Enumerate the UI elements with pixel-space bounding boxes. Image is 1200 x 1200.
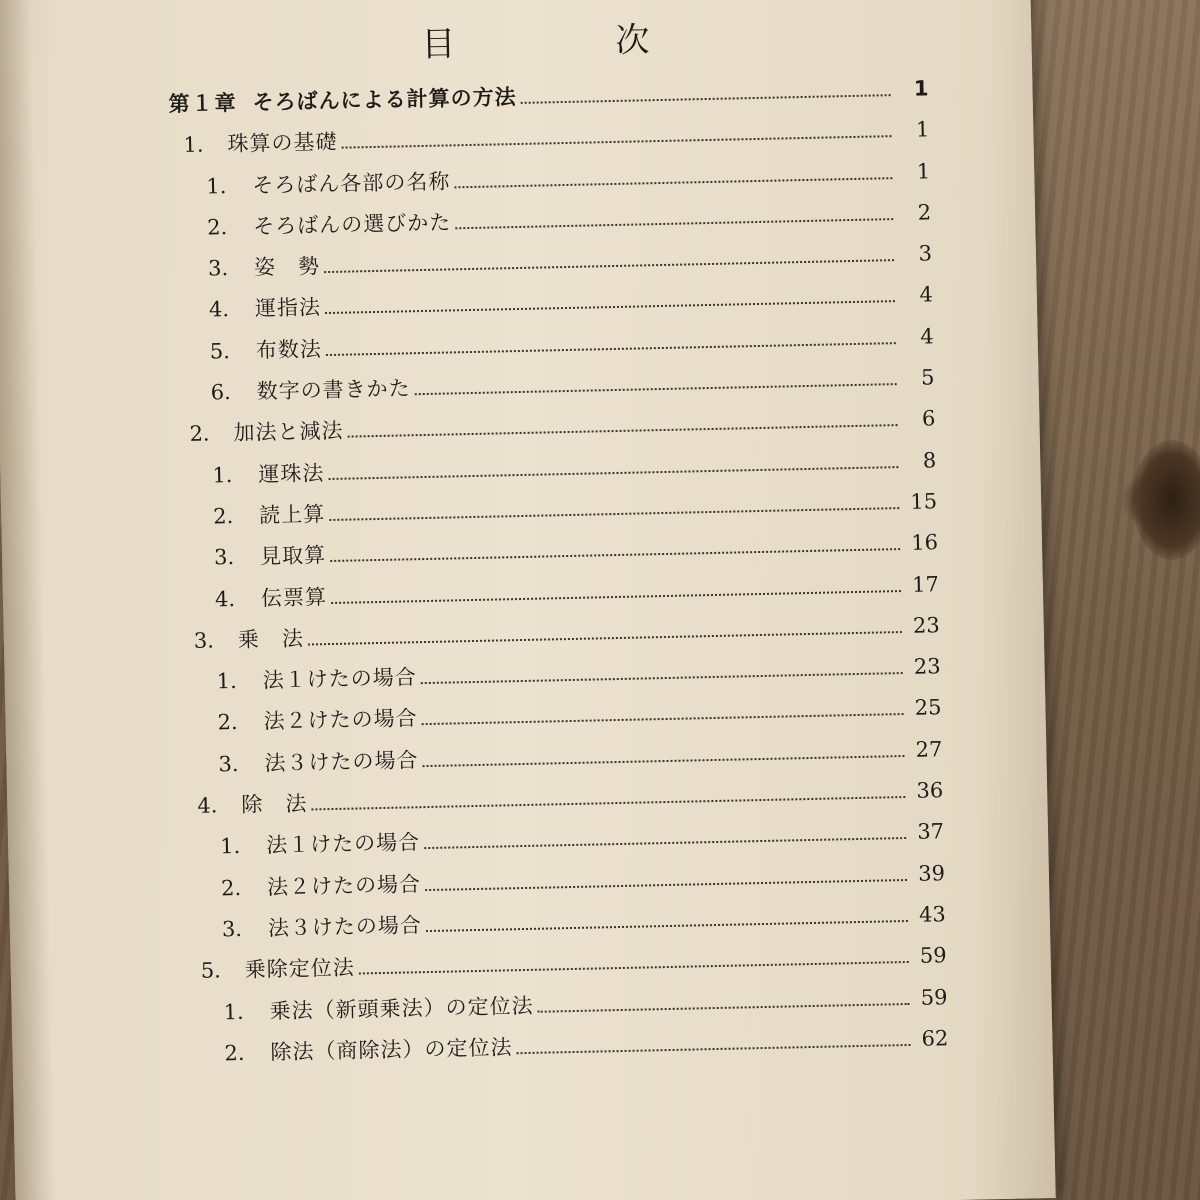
toc-entry-number: 2.: [189, 421, 210, 447]
toc-entry-page: 59: [920, 984, 948, 1010]
toc-entry-label: 法３けたの場合: [267, 913, 423, 941]
toc-entry-page: 1: [915, 117, 930, 142]
toc-entry-page: 2: [917, 200, 932, 225]
toc-entry-label: 法１けたの場合: [265, 830, 421, 858]
toc-leader-dots: [326, 342, 896, 356]
toc-leader-dots: [426, 920, 908, 932]
toc-leader-dots: [521, 94, 891, 104]
toc-entry-number: 2.: [206, 214, 228, 240]
toc-entry-number: 5.: [209, 338, 231, 364]
toc-entry-label: 珠算の基礎: [227, 130, 338, 157]
toc-entry-page: 37: [917, 819, 945, 845]
toc-entry-label: 布数法: [255, 336, 323, 363]
toc-entry-label: 法２けたの場合: [266, 871, 422, 900]
toc-entry-page: 23: [912, 613, 940, 638]
title-char-right: 次: [614, 20, 652, 61]
toc-leader-dots: [328, 466, 898, 480]
toc-entry-number: 3.: [213, 545, 235, 570]
toc-entry-page: 17: [911, 571, 940, 597]
table-of-contents: [168, 72, 949, 1079]
toc-entry-number: 4.: [208, 297, 230, 322]
toc-entry-number: 1.: [212, 462, 233, 488]
toc-entry-number: 6.: [210, 380, 231, 405]
toc-leader-dots: [422, 713, 904, 725]
toc-entry-label: 姿 勢: [253, 254, 321, 280]
toc-entry-number: 1.: [219, 834, 241, 859]
toc-entry-number: 第１章: [168, 90, 238, 117]
toc-leader-dots: [359, 961, 909, 975]
toc-entry-number: 1.: [223, 999, 244, 1024]
toc-entry-page: 3: [918, 241, 933, 266]
toc-entry-number: 1.: [183, 132, 204, 158]
toc-entry-label: 運珠法: [258, 460, 325, 487]
toc-leader-dots: [415, 383, 897, 395]
toc-entry-number: 4.: [214, 586, 236, 611]
toc-leader-dots: [311, 796, 905, 810]
toc-entry-number: 2.: [224, 1040, 245, 1066]
toc-entry-label: 加法と減法: [233, 419, 344, 446]
toc-entry-label: 数字の書きかた: [256, 376, 411, 404]
toc-leader-dots: [324, 259, 894, 273]
wood-knot: [1132, 440, 1200, 560]
toc-entry-number: 1.: [206, 173, 227, 199]
toc-leader-dots: [425, 879, 907, 891]
toc-entry-number: 3.: [193, 628, 215, 653]
toc-entry-label: 法１けたの場合: [262, 665, 417, 693]
toc-leader-dots: [329, 507, 899, 521]
toc-leader-dots: [424, 837, 906, 849]
toc-entry-number: 3.: [218, 751, 239, 777]
toc-entry-page: 15: [910, 489, 938, 514]
toc-leader-dots: [348, 424, 898, 438]
toc-entry-number: 2.: [213, 503, 234, 529]
toc-entry-number: 4.: [197, 793, 218, 818]
title-char-left: 目: [421, 24, 458, 65]
toc-entry-page: 62: [921, 1025, 949, 1051]
toc-entry-label: 乗除定位法: [244, 955, 356, 983]
toc-entry-page: 8: [922, 447, 937, 473]
toc-entry-page: 27: [915, 736, 943, 762]
toc-entry-label: 法３けたの場合: [264, 747, 419, 776]
toc-entry-page: 1: [916, 158, 931, 184]
toc-entry-label: 伝票算: [260, 584, 328, 611]
toc-entry-page: 36: [916, 778, 944, 803]
toc-entry-label: 見取算: [259, 543, 327, 569]
toc-entry-label: そろばんの選びかた: [252, 210, 452, 239]
toc-entry-number: 1.: [216, 669, 238, 694]
toc-entry-page: 5: [920, 365, 935, 390]
toc-entry-number: 3.: [221, 916, 243, 942]
toc-entry-page: 25: [914, 695, 942, 721]
toc-entry-number: 2.: [217, 710, 238, 735]
toc-leader-dots: [342, 135, 892, 149]
toc-leader-dots: [308, 631, 902, 645]
toc-leader-dots: [423, 755, 905, 767]
toc-entry-number: 2.: [220, 875, 242, 900]
toc-leader-dots: [455, 218, 893, 229]
toc-entry-label: 除法（商除法）の定位法: [270, 1035, 513, 1065]
page-title: [421, 12, 652, 66]
toc-leader-dots: [454, 177, 892, 188]
toc-entry-label: 読上算: [259, 502, 326, 528]
toc-leader-dots: [331, 590, 901, 604]
toc-leader-dots: [538, 1002, 910, 1012]
toc-entry-page: 43: [918, 902, 947, 927]
toc-entry-label: そろばん各部の名称: [252, 169, 451, 198]
toc-entry-label: 除 法: [241, 791, 308, 817]
toc-leader-dots: [517, 1044, 911, 1054]
spine-shadow: [0, 0, 56, 1200]
toc-entry-number: 3.: [207, 256, 229, 281]
toc-entry-page: 39: [917, 860, 946, 886]
toc-leader-dots: [325, 301, 895, 315]
toc-entry-page: 1: [913, 76, 929, 101]
toc-entry-label: 運指法: [254, 295, 322, 322]
toc-entry-page: 4: [919, 282, 934, 308]
toc-leader-dots: [421, 672, 903, 684]
toc-leader-dots: [330, 548, 900, 562]
toc-entry-page: 6: [921, 406, 936, 431]
toc-entry-label: 乗 法: [237, 626, 305, 652]
toc-entry-label: 乗法（新頭乗法）の定位法: [269, 993, 534, 1023]
toc-entry-label: そろばんによる計算の方法: [252, 85, 517, 115]
toc-entry-number: 5.: [200, 958, 222, 984]
toc-entry-page: 16: [911, 530, 939, 556]
toc-entry-page: 4: [920, 324, 934, 349]
toc-entry-page: 59: [919, 943, 947, 968]
toc-entry-page: 23: [913, 654, 941, 679]
toc-entry-label: 法２けたの場合: [263, 706, 418, 734]
